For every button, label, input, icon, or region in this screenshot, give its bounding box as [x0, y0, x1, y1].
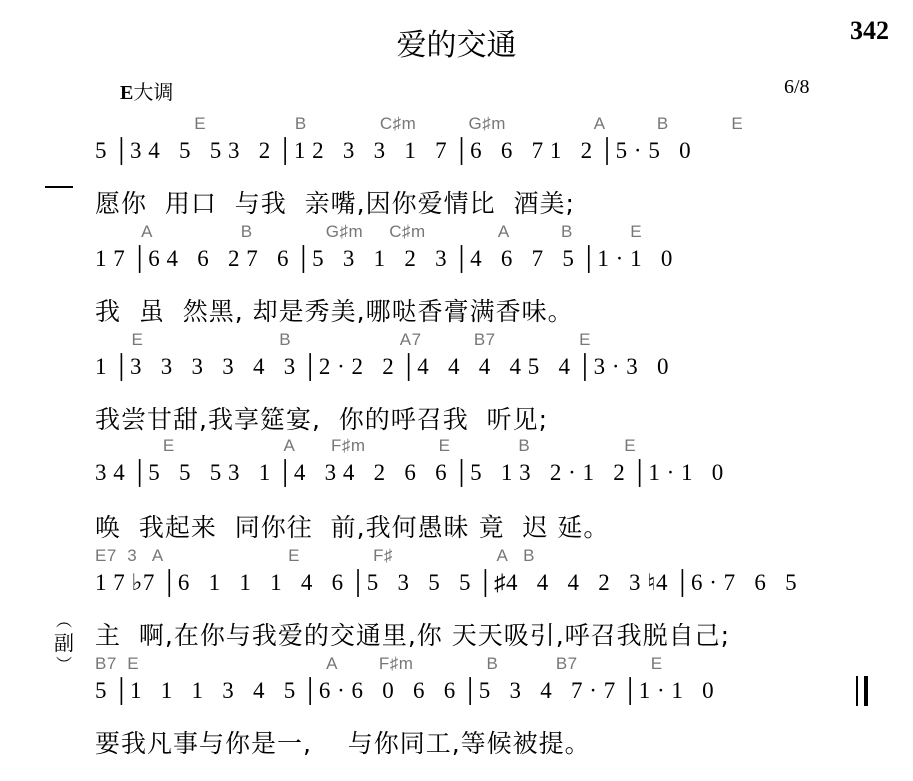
- lyrics-line-1: 愿你 用口 与我 亲嘴,因你爱情比 酒美;: [95, 189, 575, 218]
- notes-line-6: 5 │1 1 1 3 4 5 │6 · 6 0 6 6 │5 3 4 7 · 7 │1 · 1 0: [95, 678, 715, 703]
- page-number: 342: [850, 16, 889, 45]
- key-text: 大调: [133, 82, 174, 104]
- song-title: 爱的交通: [396, 28, 517, 63]
- refrain-marker: [52, 610, 76, 676]
- verse-marker: [45, 186, 73, 188]
- chord-line-4: E A F♯m E B E: [95, 436, 637, 455]
- notes-line-2: 1 7 │6 4 6 2 7 6 │5 3 1 2 3 │4 6 7 5 │1 · 1 0: [95, 246, 673, 271]
- final-barline: [856, 676, 868, 706]
- refrain-paren-open: ︵: [55, 611, 72, 630]
- notes-line-1: 5 │3 4 5 5 3 2 │1 2 3 3 1 7 │6 6 7 1 2 │5 · 5 0: [95, 138, 692, 163]
- notes-line-5: 1 7 ♭7 │6 1 1 1 4 6 │5 3 5 5 │♯4 4 4 2 3 ♮4 │6 · 7 6 5: [95, 570, 798, 595]
- lyrics-line-3: 我尝甘甜,我享筵宴, 你的呼召我 听见;: [95, 405, 549, 434]
- chord-line-6: B7 E A F♯m B B7 E: [95, 654, 663, 673]
- lyrics-line-6: 要我凡事与你是一, 与你同工,等候被提。: [95, 729, 591, 758]
- lyrics-line-4: 唤 我起来 同你往 前,我何愚昧 竟 迟 延。: [95, 513, 610, 542]
- key-signature: [120, 76, 173, 105]
- chord-line-2: A B G♯m C♯m A B E: [95, 222, 643, 241]
- lyrics-line-5: 主 啊,在你与我爱的交通里,你 天天吸引,呼召我脱自己;: [95, 621, 731, 650]
- time-signature: 6/8: [784, 76, 810, 98]
- refrain-label: 副: [54, 631, 74, 655]
- refrain-paren-close: ︶: [55, 655, 72, 674]
- chord-line-3: E B A7 B7 E: [95, 330, 592, 349]
- lyrics-line-2: 我 虽 然黑, 却是秀美,哪哒香膏满香味。: [95, 297, 574, 326]
- key-letter: E: [120, 82, 134, 104]
- chord-line-5: E7 3 A E F♯ A B: [95, 546, 535, 565]
- notes-line-4: 3 4 │5 5 5 3 1 │4 3 4 2 6 6 │5 1 3 2 · 1 2 │1 · 1 0: [95, 460, 724, 485]
- chord-line-1: E B C♯m G♯m A B E: [95, 114, 744, 133]
- notes-line-3: 1 │3 3 3 3 4 3 │2 · 2 2 │4 4 4 4 5 4 │3 · 3 0: [95, 354, 669, 379]
